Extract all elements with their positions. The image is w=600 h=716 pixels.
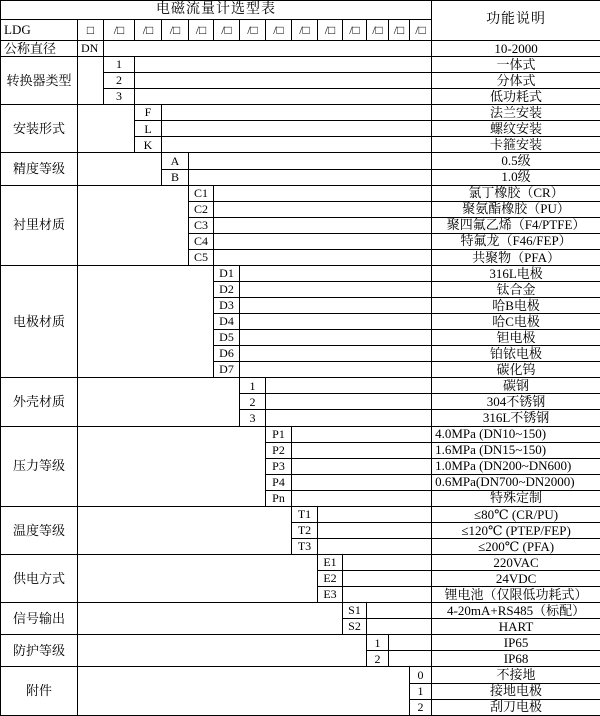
option-code: DN [78,41,104,57]
option-desc: 聚氨酯橡胶（PU） [432,201,600,217]
option-code: S2 [343,619,367,635]
option-desc: 铂铱电极 [432,346,600,362]
empty-span [78,378,240,426]
option-desc: IP68 [432,651,600,667]
model-box-slot: /□ [343,20,367,41]
option-desc: 1.0MPa (DN200~DN600) [432,458,600,474]
empty-span [189,169,432,185]
empty-span [214,217,432,233]
model-box-slot: /□ [240,20,266,41]
option-row [1,105,600,121]
option-code: C2 [189,201,214,217]
option-desc: 特殊定制 [432,490,600,506]
option-desc: 4-20mA+RS485（标配） [432,603,600,619]
empty-span [343,555,432,571]
empty-span [343,571,432,587]
empty-span [292,474,432,490]
option-code: 1 [104,57,135,73]
empty-span [135,73,432,89]
empty-span [292,442,432,458]
section-label: 衬里材质 [1,185,78,265]
option-code: C5 [189,249,214,265]
option-desc: HART [432,619,600,635]
empty-span [78,185,189,265]
option-row [1,635,600,651]
section-label: 电极材质 [1,265,78,377]
option-desc: 特氟龙（F46/FEP） [432,233,600,249]
option-desc: 法兰安装 [432,105,600,121]
option-desc: IP65 [432,635,600,651]
option-desc: 螺纹安装 [432,121,600,137]
option-desc: 共聚物（PFA） [432,249,600,265]
empty-span [343,587,432,603]
section-label: 供电方式 [1,555,78,603]
empty-span [162,105,432,121]
option-code: D4 [214,314,240,330]
empty-span [78,603,343,635]
option-row [1,57,600,73]
model-box-slot: /□ [389,20,410,41]
option-desc: 钽电极 [432,330,600,346]
option-code: D1 [214,265,240,281]
option-code: D2 [214,281,240,297]
empty-span [240,281,432,297]
section-label: 精度等级 [1,153,78,185]
section-label: 压力等级 [1,426,78,506]
option-desc: 不接地 [432,667,600,683]
option-code: T3 [292,538,318,554]
empty-span [189,153,432,169]
option-code: E3 [318,587,343,603]
option-code: C4 [189,233,214,249]
empty-span [78,265,214,377]
model-prefix: LDG [1,20,78,41]
option-code: T1 [292,506,318,522]
option-code: E2 [318,571,343,587]
empty-span [266,394,432,410]
model-box-slot: /□ [266,20,292,41]
empty-span [162,137,432,153]
option-code: C3 [189,217,214,233]
option-row [1,185,600,201]
option-code: T2 [292,522,318,538]
empty-span [78,57,104,105]
option-desc: 聚四氟乙烯（F4/PTFE） [432,217,600,233]
option-code: F [135,105,162,121]
option-desc: 1.6MPa (DN15~150) [432,442,600,458]
option-code: P2 [266,442,292,458]
option-row [1,265,600,281]
option-desc: 一体式 [432,57,600,73]
option-code: 2 [240,394,266,410]
function-column-header: 功能说明 [432,1,600,41]
option-code: P4 [266,474,292,490]
empty-span [266,378,432,394]
model-box-slot: /□ [367,20,389,41]
option-code: 1 [410,683,432,699]
empty-span [78,153,162,185]
empty-span [162,121,432,137]
option-desc: 碳钢 [432,378,600,394]
option-row [1,667,600,683]
option-desc: 氯丁橡胶（CR） [432,185,600,201]
option-code: 3 [240,410,266,426]
option-row [1,603,600,619]
option-code: D5 [214,330,240,346]
title-row [1,1,600,20]
option-code: 1 [240,378,266,394]
option-code: C1 [189,185,214,201]
section-label: 外壳材质 [1,378,78,426]
model-box-first: □ [78,20,104,41]
option-desc: ≤80℃ (CR/PU) [432,506,600,522]
option-desc: 316L不锈钢 [432,410,600,426]
option-desc: 碳化钨 [432,362,600,378]
model-box-slot: /□ [162,20,189,41]
empty-span [214,185,432,201]
option-desc: 钛合金 [432,281,600,297]
option-desc: 316L电极 [432,265,600,281]
option-desc: 哈B电极 [432,298,600,314]
option-desc: 24VDC [432,571,600,587]
option-desc: 220VAC [432,555,600,571]
empty-span [214,249,432,265]
option-code: 2 [410,699,432,715]
page-title: 电磁流量计选型表 [1,1,432,20]
option-desc: 10-2000 [432,41,600,57]
model-box-slot: /□ [214,20,240,41]
empty-span [240,314,432,330]
empty-span [389,635,432,651]
model-box-slot: /□ [292,20,318,41]
option-row [1,426,600,442]
option-desc: 接地电极 [432,683,600,699]
empty-span [292,426,432,442]
option-desc: 0.6MPa(DN700~DN2000) [432,474,600,490]
option-code: P1 [266,426,292,442]
empty-span [78,105,135,153]
option-desc: 刮刀电极 [432,699,600,715]
empty-span [240,346,432,362]
option-code: B [162,169,189,185]
option-desc: 锂电池（仅限低功耗式） [432,587,600,603]
empty-span [318,522,432,538]
empty-span [240,362,432,378]
empty-span [240,330,432,346]
empty-span [78,506,292,554]
empty-span [78,635,367,667]
section-label: 公称直径 [1,41,78,57]
option-row [1,153,600,169]
empty-span [135,89,432,105]
empty-span [367,603,432,619]
empty-span [389,651,432,667]
option-desc: 分体式 [432,73,600,89]
option-code: 3 [104,89,135,105]
option-code: 0 [410,667,432,683]
empty-span [78,667,410,716]
empty-span [135,57,432,73]
option-row [1,506,600,522]
model-box-slot: /□ [318,20,343,41]
option-code: P3 [266,458,292,474]
model-box-slot: /□ [104,20,135,41]
model-box-slot: /□ [410,20,432,41]
option-code: S1 [343,603,367,619]
empty-span [240,298,432,314]
section-label: 温度等级 [1,506,78,554]
option-code: D7 [214,362,240,378]
model-box-slot: /□ [135,20,162,41]
section-label: 转换器类型 [1,57,78,105]
option-desc: 4.0MPa (DN10~150) [432,426,600,442]
option-row [1,41,600,57]
option-desc: 低功耗式 [432,89,600,105]
option-code: 2 [367,651,389,667]
option-desc: 304不锈钢 [432,394,600,410]
option-desc: 哈C电极 [432,314,600,330]
section-label: 防护等级 [1,635,78,667]
option-desc: ≤200℃ (PFA) [432,538,600,554]
option-row [1,378,600,394]
option-code: K [135,137,162,153]
empty-span [78,555,318,603]
option-code: D3 [214,298,240,314]
option-code: 1 [367,635,389,651]
empty-span [104,41,432,57]
empty-span [78,426,266,506]
option-code: D6 [214,346,240,362]
section-label: 附件 [1,667,78,716]
option-code: E1 [318,555,343,571]
option-row [1,555,600,571]
option-desc: 1.0级 [432,169,600,185]
model-box-slot: /□ [189,20,214,41]
empty-span [318,506,432,522]
option-code: A [162,153,189,169]
option-code: 2 [104,73,135,89]
option-desc: 卡箍安装 [432,137,600,153]
empty-span [292,458,432,474]
empty-span [266,410,432,426]
option-desc: 0.5级 [432,153,600,169]
option-code: Pn [266,490,292,506]
empty-span [214,201,432,217]
option-desc: ≤120℃ (PTEP/FEP) [432,522,600,538]
section-label: 安装形式 [1,105,78,153]
section-label: 信号输出 [1,603,78,635]
empty-span [240,265,432,281]
empty-span [318,538,432,554]
option-code: L [135,121,162,137]
empty-span [214,233,432,249]
empty-span [292,490,432,506]
empty-span [367,619,432,635]
